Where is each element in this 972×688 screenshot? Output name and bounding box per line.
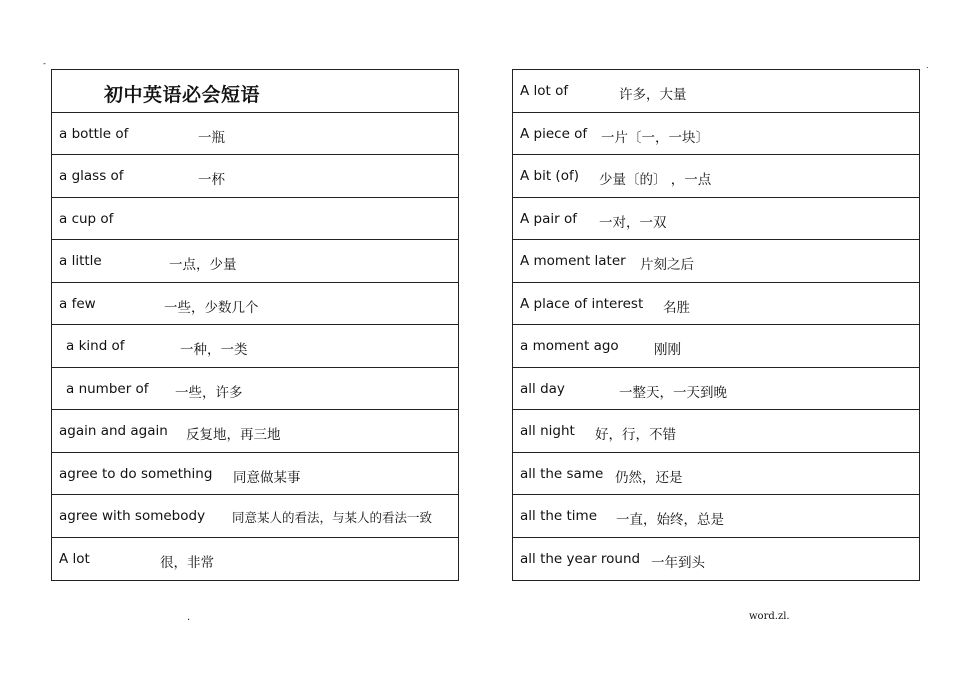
phrase-chinese: 片刻之后: [640, 257, 694, 273]
phrase-chinese: 反复地，再三地: [186, 427, 281, 443]
phrase-english: a kind of: [66, 338, 125, 354]
phrase-chinese: 名胜: [663, 299, 690, 316]
table-row: [513, 70, 919, 113]
table-row: [513, 155, 919, 198]
table-row: [52, 325, 458, 368]
table-row: [52, 453, 458, 496]
page-title: 初中英语必会短语: [104, 84, 261, 106]
table-row: [52, 368, 458, 411]
table-row: [52, 283, 458, 326]
footer-dot: .: [187, 612, 191, 623]
phrase-table-left: [51, 69, 459, 581]
table-row: [513, 453, 919, 496]
table-row: [513, 325, 919, 368]
phrase-english: A bit (of): [520, 168, 579, 184]
phrase-english: a bottle of: [59, 125, 129, 142]
table-row: [513, 240, 919, 283]
phrase-table-right: [512, 69, 920, 581]
page-corner-mark-left: -: [43, 59, 46, 68]
table-row: [52, 538, 458, 581]
table-row: [52, 198, 458, 241]
phrase-chinese: 一种，一类: [180, 342, 248, 358]
table-row: [52, 240, 458, 283]
phrase-chinese: 好，行，不错: [595, 427, 676, 443]
phrase-chinese: 许多，大量: [619, 87, 687, 103]
phrase-english: agree to do something: [59, 465, 213, 482]
phrase-chinese: 一杯: [198, 172, 225, 188]
table-row: [513, 283, 919, 326]
phrase-chinese: 一些，少数几个: [164, 299, 259, 316]
phrase-chinese: 一瓶: [198, 129, 225, 146]
table-row: [52, 410, 458, 453]
phrase-chinese: 一点，少量: [169, 257, 237, 273]
phrase-chinese: 少量〔的〕 ，一点: [599, 172, 712, 188]
footer-watermark: word.zl.: [749, 611, 790, 622]
phrase-chinese: 很，非常: [160, 554, 214, 571]
phrase-chinese: 一直，始终，总是: [616, 512, 724, 528]
phrase-english: all the year round: [520, 550, 641, 567]
phrase-english: again and again: [59, 423, 168, 439]
page-corner-mark-right: .: [926, 61, 929, 70]
phrase-english: all night: [520, 423, 575, 439]
phrase-chinese: 同意做某事: [233, 469, 301, 486]
phrase-english: A lot: [59, 550, 90, 567]
phrase-english: agree with somebody: [59, 508, 206, 524]
phrase-english: a glass of: [59, 168, 124, 184]
phrase-chinese: 一些，许多: [175, 384, 243, 401]
title-row: [52, 70, 458, 113]
phrase-chinese: 刚刚: [654, 342, 681, 358]
phrase-english: a few: [59, 295, 96, 312]
phrase-chinese: 同意某人的看法，与某人的看法一致: [232, 510, 433, 525]
phrase-english: A moment later: [520, 253, 626, 269]
phrase-english: a number of: [66, 380, 149, 397]
phrase-english: A lot of: [520, 83, 569, 99]
table-row: [513, 410, 919, 453]
table-row: [513, 113, 919, 156]
phrase-english: all day: [520, 380, 565, 397]
table-row: [52, 155, 458, 198]
phrase-chinese: 一年到头: [651, 554, 705, 571]
phrase-english: a little: [59, 253, 102, 269]
phrase-chinese: 一整天，一天到晚: [619, 384, 727, 401]
phrase-english: a cup of: [59, 210, 114, 227]
phrase-english: A place of interest: [520, 295, 644, 312]
table-row: [513, 368, 919, 411]
table-row: [513, 538, 919, 581]
phrase-english: all the same: [520, 465, 604, 482]
phrase-chinese: 一片〔一，一块〕: [601, 129, 709, 146]
phrase-chinese: 一对，一双: [599, 214, 667, 231]
phrase-english: A pair of: [520, 210, 577, 227]
phrase-english: A piece of: [520, 125, 588, 142]
table-row: [52, 495, 458, 538]
phrase-english: a moment ago: [520, 338, 619, 354]
table-row: [513, 495, 919, 538]
table-row: [513, 198, 919, 241]
table-row: [52, 113, 458, 156]
phrase-english: all the time: [520, 508, 598, 524]
phrase-chinese: 仍然，还是: [615, 469, 683, 486]
